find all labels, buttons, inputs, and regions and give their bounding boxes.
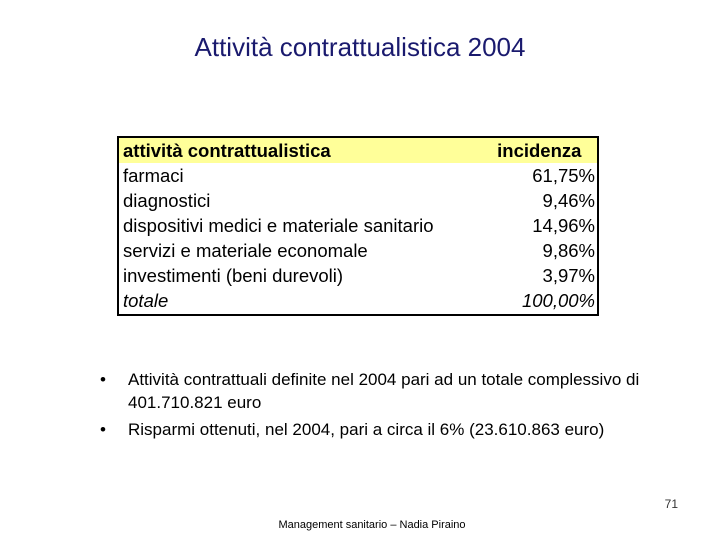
bullet-dot-icon: • [100, 370, 106, 389]
bullet-text: Attività contrattuali definite nel 2004 pari ad un totale complessivo di 401.710.821 euro [128, 370, 640, 412]
total-label: totale [123, 290, 169, 311]
header-activity: attività contrattualistica [119, 138, 469, 163]
page-number: 71 [664, 497, 678, 511]
bullet-dot-icon: • [100, 420, 106, 439]
row-value: 9,46% [542, 190, 595, 211]
row-label: farmaci [123, 165, 184, 186]
header-incidence: incidenza [469, 138, 597, 163]
table-total-row [119, 288, 597, 313]
table-header-row [119, 138, 597, 163]
row-value: 9,86% [542, 240, 595, 261]
data-table [119, 138, 597, 313]
total-value: 100,00% [521, 290, 595, 311]
table-row [119, 263, 597, 288]
bullet-item [100, 368, 660, 414]
bullet-text: Risparmi ottenuti, nel 2004, pari a circa il 6% (23.610.863 euro) [128, 420, 605, 439]
table-row [119, 213, 597, 238]
table-row [119, 188, 597, 213]
row-value: 14,96% [532, 215, 595, 236]
row-value: 3,97% [542, 265, 595, 286]
footer: Management sanitario – Nadia Piraino [278, 519, 466, 531]
bullet-item [100, 418, 660, 441]
row-value: 61,75% [532, 165, 595, 186]
bullet-list [100, 368, 660, 445]
contract-activity-table [117, 136, 599, 316]
row-label: diagnostici [123, 190, 211, 211]
row-label: servizi e materiale economale [123, 240, 368, 261]
slide-title: Attività contrattualistica 2004 [194, 32, 526, 62]
row-label: investimenti (beni durevoli) [123, 265, 344, 286]
table-row [119, 163, 597, 188]
row-label: dispositivi medici e materiale sanitario [123, 215, 434, 236]
table-row [119, 238, 597, 263]
